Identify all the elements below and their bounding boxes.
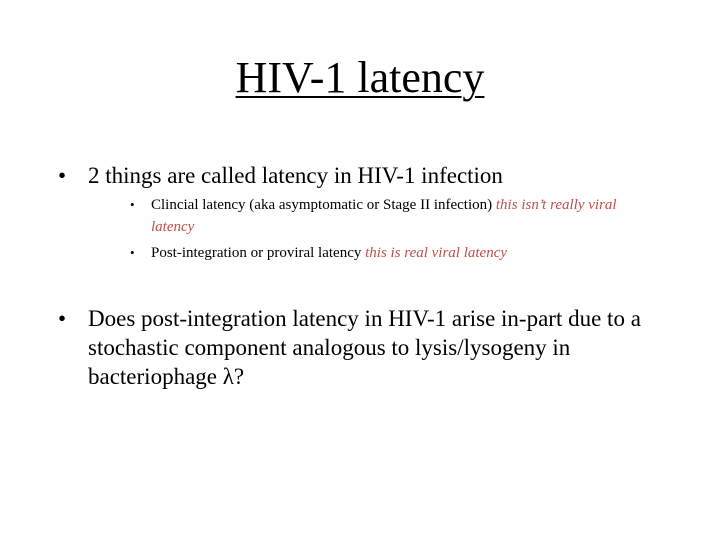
sub-bullet-note: this is real viral latency xyxy=(365,245,508,261)
sub-bullet-marker: • xyxy=(130,245,135,260)
bullet-text: 2 things are called latency in HIV-1 infection xyxy=(88,163,503,188)
bullet-marker: • xyxy=(58,306,67,331)
sub-bullet-text: Post-integration or proviral latency xyxy=(151,245,366,261)
bullet-latency-definitions xyxy=(58,161,668,190)
bullet-text: Does post-integration latency in HIV-1 arise in-part due to a stochastic component analogous to lysis/lysogeny in bacteriophage λ? xyxy=(88,306,641,389)
sub-bullet-marker: • xyxy=(130,197,135,212)
sub-bullet-proviral-latency xyxy=(130,242,630,264)
sub-bullet-text: Clincial latency (aka asymptomatic or Stage II infection) xyxy=(151,197,496,213)
sub-bullet-clinical-latency xyxy=(130,194,630,238)
slide-title: HIV-1 latency xyxy=(235,53,485,102)
sub-bullet-note: this isn’t really viral latency xyxy=(151,197,617,235)
bullet-marker: • xyxy=(58,163,67,188)
bullet-stochastic-question xyxy=(58,304,668,391)
